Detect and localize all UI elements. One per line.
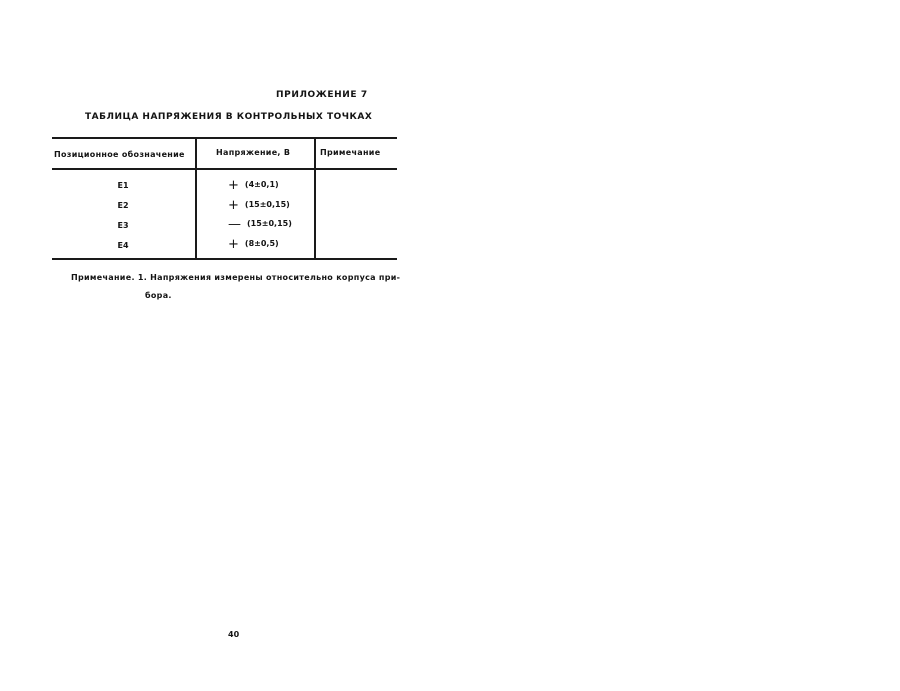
header-bottom-rule bbox=[52, 168, 397, 170]
table-bottom-rule bbox=[52, 258, 397, 260]
row-voltage bbox=[228, 217, 292, 232]
table-title: ТАБЛИЦА НАПРЯЖЕНИЯ В КОНТРОЛЬНЫХ ТОЧКАХ bbox=[85, 112, 373, 122]
row-designation: E1 bbox=[117, 181, 129, 190]
voltage-value: (8±0,5) bbox=[244, 239, 279, 248]
plus-sign: + bbox=[228, 237, 239, 252]
appendix-label: ПРИЛОЖЕНИЕ 7 bbox=[276, 90, 368, 100]
voltage-value: (15±0,15) bbox=[247, 219, 292, 228]
row-voltage bbox=[228, 198, 290, 213]
header-note: Примечание bbox=[320, 148, 381, 157]
voltage-value: (15±0,15) bbox=[244, 200, 290, 209]
column-divider-2 bbox=[314, 138, 316, 259]
row-designation: E2 bbox=[117, 201, 129, 210]
row-designation: E4 bbox=[117, 241, 129, 250]
plus-sign: + bbox=[228, 178, 239, 193]
row-voltage bbox=[228, 178, 279, 193]
plus-sign: + bbox=[228, 198, 239, 213]
header-voltage: Напряжение, В bbox=[216, 148, 291, 157]
footnote-line-2: бора. bbox=[145, 291, 172, 300]
minus-sign: — bbox=[228, 217, 241, 232]
footnote-line-1: Примечание. 1. Напряжения измерены относительно корпуса при- bbox=[71, 273, 401, 282]
row-voltage bbox=[228, 237, 279, 252]
row-designation: E3 bbox=[117, 221, 129, 230]
column-divider-1 bbox=[195, 138, 197, 259]
voltage-value: (4±0,1) bbox=[244, 180, 279, 189]
page-number: 40 bbox=[228, 630, 240, 639]
table-top-rule bbox=[52, 137, 397, 139]
header-designation: Позиционное обозначение bbox=[54, 150, 185, 159]
